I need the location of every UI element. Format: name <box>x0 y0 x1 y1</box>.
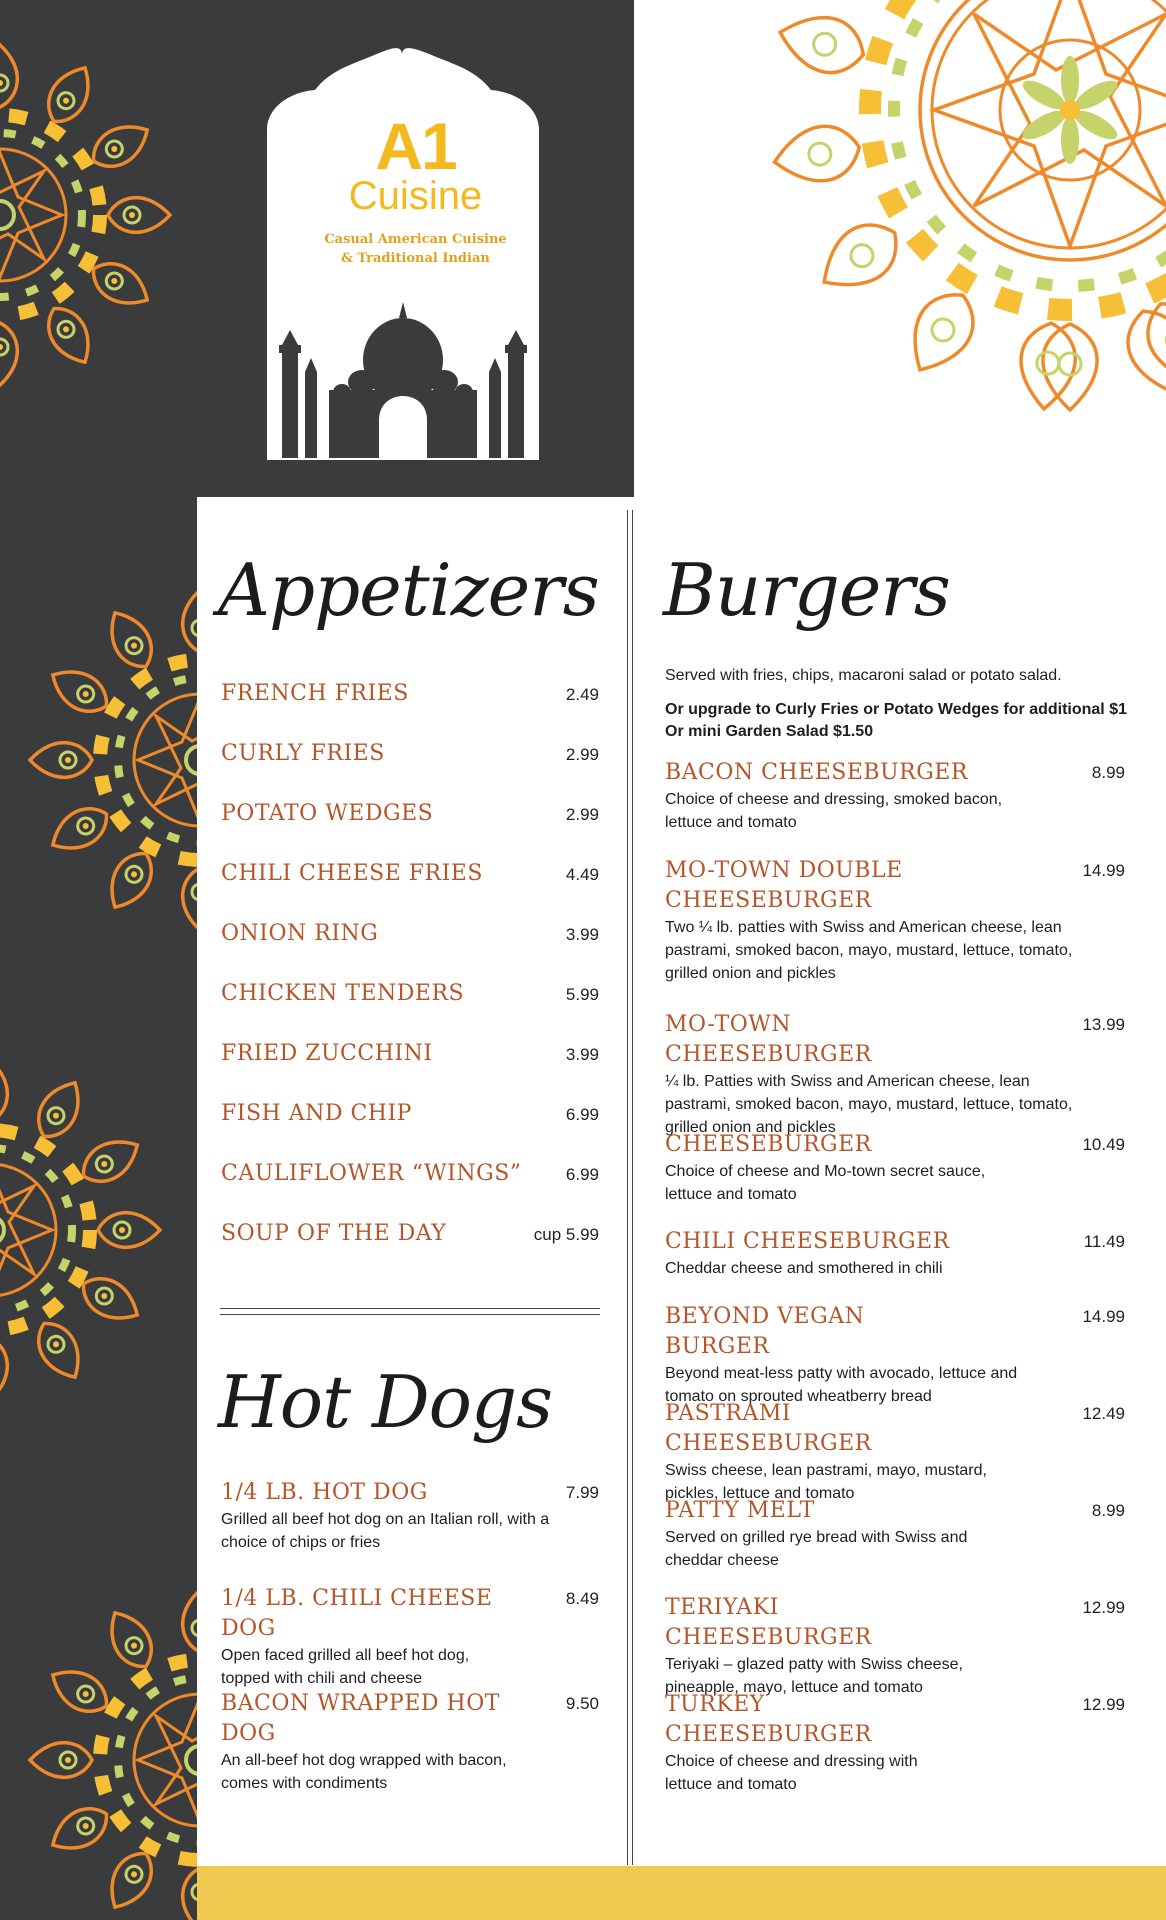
item-description: Open faced grilled all beef hot dog, topped with chili and cheese <box>221 1647 470 1687</box>
brand-name-a1: A1 <box>375 109 456 183</box>
item-name: CAULIFLOWER “WINGS” <box>221 1161 522 1186</box>
item-price: 14.99 <box>1082 1307 1125 1326</box>
item-name: TURKEY CHEESEBURGER <box>665 1692 872 1747</box>
item-name: 1/4 LB. HOT DOG <box>221 1480 428 1505</box>
appetizer-item <box>221 919 599 950</box>
item-name: POTATO WEDGES <box>221 801 434 826</box>
burger-item <box>665 1130 1125 1206</box>
item-description: Choice of cheese and dressing with lettuce and tomato <box>665 1753 918 1793</box>
mandala-top-right <box>700 0 1166 480</box>
item-price: 3.99 <box>565 925 599 944</box>
burger-item <box>665 1399 1125 1505</box>
brand-tagline <box>197 230 634 268</box>
item-description: Served on grilled rye bread with Swiss and cheddar cheese <box>665 1529 968 1569</box>
burgers-intro <box>665 665 1135 743</box>
item-name: ONION RING <box>221 921 379 946</box>
item-name: MO-TOWN DOUBLE CHEESEBURGER <box>665 858 903 913</box>
appetizer-item <box>221 679 599 710</box>
item-name: TERIYAKI CHEESEBURGER <box>665 1595 872 1650</box>
item-price: 11.49 <box>1083 1232 1125 1251</box>
appetizer-item <box>221 1039 599 1070</box>
item-description: Two ¼ lb. patties with Swiss and American cheese, lean pastrami, smoked bacon, mayo, mustard, lettuce, tomato, grilled onion and pickles <box>665 919 1073 982</box>
burgers-upgrade-fries: Or upgrade to Curly Fries or Potato Wedges for additional $1 <box>665 701 1127 718</box>
item-price: 8.99 <box>1091 763 1125 782</box>
appetizers-title: Appetizers <box>218 548 599 632</box>
appetizer-item <box>221 1159 599 1190</box>
item-name: FISH AND CHIP <box>221 1101 412 1126</box>
item-name: FRIED ZUCCHINI <box>221 1041 433 1066</box>
item-name: BACON CHEESEBURGER <box>665 760 968 785</box>
item-price: 2.99 <box>565 745 599 764</box>
burger-item <box>665 1690 1125 1796</box>
burgers-intro-text: Served with fries, chips, macaroni salad or potato salad. <box>665 667 1062 684</box>
hot-dog-item <box>221 1584 599 1690</box>
item-price: 9.50 <box>565 1694 599 1713</box>
logo-panel <box>197 0 634 497</box>
item-name: BACON WRAPPED HOT DOG <box>221 1691 500 1746</box>
item-price: 14.99 <box>1082 861 1125 880</box>
item-price: 13.99 <box>1082 1015 1125 1034</box>
appetizer-item <box>221 979 599 1010</box>
item-description: Swiss cheese, lean pastrami, mayo, mustard, pickles, lettuce and tomato <box>665 1462 987 1502</box>
item-price: 4.49 <box>565 865 599 884</box>
item-name: PATTY MELT <box>665 1498 815 1523</box>
item-price: 3.99 <box>565 1045 599 1064</box>
column-divider <box>627 510 633 1865</box>
burger-item <box>665 1010 1125 1139</box>
item-name: CHILI CHEESE FRIES <box>221 861 483 886</box>
hot-dog-item <box>221 1689 599 1795</box>
item-price: 8.49 <box>565 1589 599 1608</box>
hot-dog-item <box>221 1478 599 1554</box>
brand-tagline-line1: Casual American Cuisine <box>324 232 507 247</box>
item-description: ¼ lb. Patties with Swiss and American cheese, lean pastrami, smoked bacon, mayo, mustard, lettuce, tomato, grilled onion and pickles <box>665 1073 1073 1136</box>
appetizer-item <box>221 859 599 890</box>
item-price: 12.49 <box>1082 1404 1125 1423</box>
item-name: PASTRAMI CHEESEBURGER <box>665 1401 872 1456</box>
item-description: Grilled all beef hot dog on an Italian roll, with a choice of chips or fries <box>221 1511 550 1551</box>
mandala-pattern-left <box>0 0 197 1920</box>
item-price: 7.99 <box>565 1483 599 1502</box>
item-name: CHICKEN TENDERS <box>221 981 465 1006</box>
burgers-upgrade-salad: Or mini Garden Salad $1.50 <box>665 723 874 740</box>
item-price: 12.99 <box>1082 1598 1125 1617</box>
item-description: Beyond meat-less patty with avocado, lettuce and tomato on sprouted wheatberry bread <box>665 1365 1018 1405</box>
item-price: cup 5.99 <box>533 1225 599 1244</box>
burger-item <box>665 1593 1125 1699</box>
item-name: 1/4 LB. CHILI CHEESE DOG <box>221 1586 493 1641</box>
item-price: 10.49 <box>1082 1135 1125 1154</box>
burger-item <box>665 856 1125 985</box>
item-description: Teriyaki – glazed patty with Swiss cheese, pineapple, mayo, lettuce and tomato <box>665 1656 963 1696</box>
brand-tagline-line2: & Traditional Indian <box>341 251 490 266</box>
mandala-sidebar <box>0 0 197 1920</box>
item-price: 6.99 <box>565 1165 599 1184</box>
footer-band <box>197 1866 1166 1920</box>
item-name: FRENCH FRIES <box>221 681 409 706</box>
appetizer-item <box>221 739 599 770</box>
item-price: 6.99 <box>565 1105 599 1124</box>
item-name: SOUP OF THE DAY <box>221 1221 447 1246</box>
section-divider <box>220 1308 600 1315</box>
item-description: Choice of cheese and dressing, smoked bacon, lettuce and tomato <box>665 791 1003 831</box>
burger-item <box>665 1496 1125 1572</box>
item-name: BEYOND VEGAN BURGER <box>665 1304 865 1359</box>
appetizer-item <box>221 1219 599 1250</box>
mandala-pattern-right <box>700 0 1166 480</box>
item-price: 2.49 <box>565 685 599 704</box>
burger-item <box>665 758 1125 834</box>
item-price: 5.99 <box>565 985 599 1004</box>
burger-item <box>665 1227 1125 1280</box>
item-price: 8.99 <box>1091 1501 1125 1520</box>
hot-dogs-title: Hot Dogs <box>218 1360 553 1444</box>
burger-item <box>665 1302 1125 1408</box>
burgers-title: Burgers <box>663 548 950 632</box>
item-name: MO-TOWN CHEESEBURGER <box>665 1012 872 1067</box>
item-name: CHEESEBURGER <box>665 1132 872 1157</box>
appetizer-item <box>221 1099 599 1130</box>
item-name: CHILI CHEESEBURGER <box>665 1229 950 1254</box>
brand-name-cuisine: Cuisine <box>348 174 483 218</box>
appetizer-item <box>221 799 599 830</box>
item-price: 12.99 <box>1082 1695 1125 1714</box>
item-description: Choice of cheese and Mo-town secret sauce, lettuce and tomato <box>665 1163 986 1203</box>
item-price: 2.99 <box>565 805 599 824</box>
item-description: An all-beef hot dog wrapped with bacon, comes with condiments <box>221 1752 507 1792</box>
item-description: Cheddar cheese and smothered in chili <box>665 1260 943 1277</box>
item-name: CURLY FRIES <box>221 741 385 766</box>
